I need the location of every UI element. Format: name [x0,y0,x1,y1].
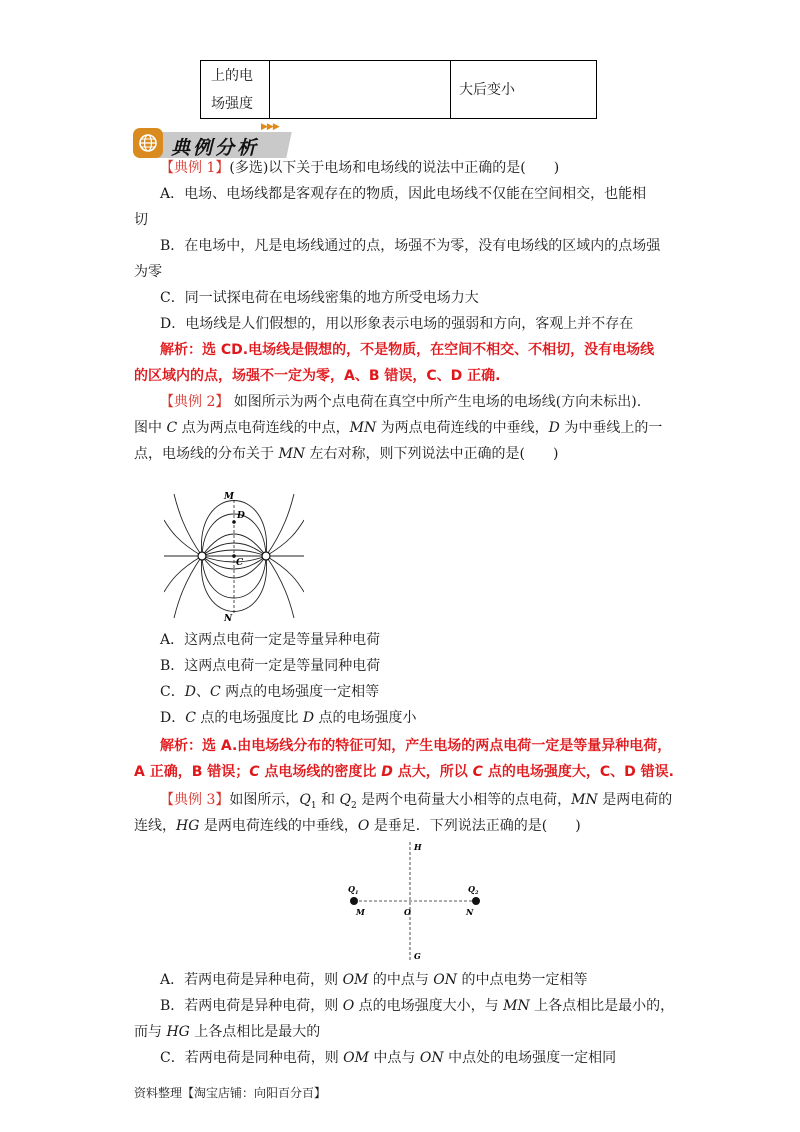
table-row-label-cell [201,61,270,118]
example-1-option-d: D．电场线是人们假想的，用以形象表示电场的强弱和方向，客观上并不存在 [160,316,634,332]
example-3-option-b-cont: 而与 HG 上各点相比是最大的 [134,1024,321,1040]
table-middle-cell [270,61,451,118]
example-3-stem: 【典例 3】如图所示，$Q_1$ 和 $Q_2$ 是两个电荷量大小相等的点电荷，MN 是两电荷的 [160,792,673,811]
example-1-stem: 【典例 1】(多选)以下关于电场和电场线的说法中正确的是( ) [160,160,560,176]
example-1-answer-cont: 的区域内的点，场强不一定为零，A、B 错误，C、D 正确. [134,368,501,384]
example-2-stem-line2: 图中 C 点为两点电荷连线的中点，MN 为两点电荷连线的中垂线，D 为中垂线上的一 [134,420,663,436]
example-1-option-b-cont: 为零 [134,264,162,280]
label-h: H [414,842,422,852]
example-1-option-a: A．电场、电场线都是客观存在的物质，因此电场线不仅能在空间相交，也能相 [160,186,647,202]
example-2-answer: 解析：选 A.由电场线分布的特征可知，产生电场的两点电荷一定是等量异种电荷， [160,738,672,754]
label-m: M [356,907,365,917]
example-3-option-b: B．若两电荷是异种电荷，则 O 点的电场强度大小，与 MN 上各点相比是最小的， [160,998,675,1014]
example-3-tag: 【典例 3】 [160,792,230,808]
example-2-answer-cont: A 正确，B 错误；C 点电场线的密度比 D 点大，所以 C 点的电场强度大，C、D 错误. [134,764,674,780]
example-1-option-a-cont: 切 [134,212,148,228]
table-row-label-line1: 上的电 [211,68,253,84]
charge-q1 [350,897,358,905]
charge-q2 [472,897,480,905]
example-2-option-c: C．D、C 两点的电场强度一定相等 [160,684,380,700]
example-2-option-b: B．这两点电荷一定是等量同种电荷 [160,658,381,674]
example-2-option-a: A．这两点电荷一定是等量异种电荷 [160,632,381,648]
table-right-cell-text: 大后变小 [459,82,515,98]
example-1-option-b: B．在电场中，凡是电场线通过的点，场强不为零，没有电场线的区域内的点场强 [160,238,661,254]
globe-icon [133,128,163,158]
point-d [232,520,236,524]
label-m: M [224,492,234,502]
label-d: D [237,511,245,521]
example-3-option-c: C．若两电荷是同种电荷，则 OM 中点与 ON 中点处的电场强度一定相同 [160,1050,617,1066]
charge-right [262,552,270,560]
example-2-tag: 【典例 2】 [160,394,230,410]
section-header-title: 典例分析 [171,137,260,159]
section-header [133,122,289,159]
label-n: N [466,907,474,917]
example-1-answer: 解析：选 CD.电场线是假想的，不是物质，在空间不相交、不相切，没有电场线 [160,342,655,358]
label-q2: $Q_2$ [468,884,479,896]
arrow-decoration-icon: ▶▶▶ [261,122,279,132]
example-1-tag: 【典例 1】 [160,160,230,176]
example-2-stem: 【典例 2】 如图所示为两个点电荷在真空中所产生电场的电场线(方向未标出). [160,394,642,410]
page-footer: 资料整理【淘宝店铺：向阳百分百】 [134,1086,327,1100]
dipole-field-line-figure [164,490,304,622]
label-o: O [404,907,411,917]
property-table [200,60,597,119]
example-1-option-c: C．同一试探电荷在电场线密集的地方所受电场力大 [160,290,479,306]
label-q1: $Q_1$ [348,884,359,896]
label-n: N [224,614,233,622]
table-right-cell [451,61,596,118]
charge-left [198,552,206,560]
label-g: G [414,951,421,961]
example-3-stem-line2: 连线，HG 是两电荷连线的中垂线，O 是垂足．下列说法正确的是( ) [134,818,581,834]
two-charge-axes-figure [340,838,490,964]
table-row-label-line2: 场强度 [211,96,253,112]
label-c: C [236,558,244,568]
example-2-option-d: D．C 点的电场强度比 D 点的电场强度小 [160,710,417,726]
example-3-option-a: A．若两电荷是异种电荷，则 OM 的中点与 ON 的中点电势一定相等 [160,972,588,988]
example-2-stem-line3: 点，电场线的分布关于 MN 左右对称，则下列说法中正确的是( ) [134,446,559,462]
